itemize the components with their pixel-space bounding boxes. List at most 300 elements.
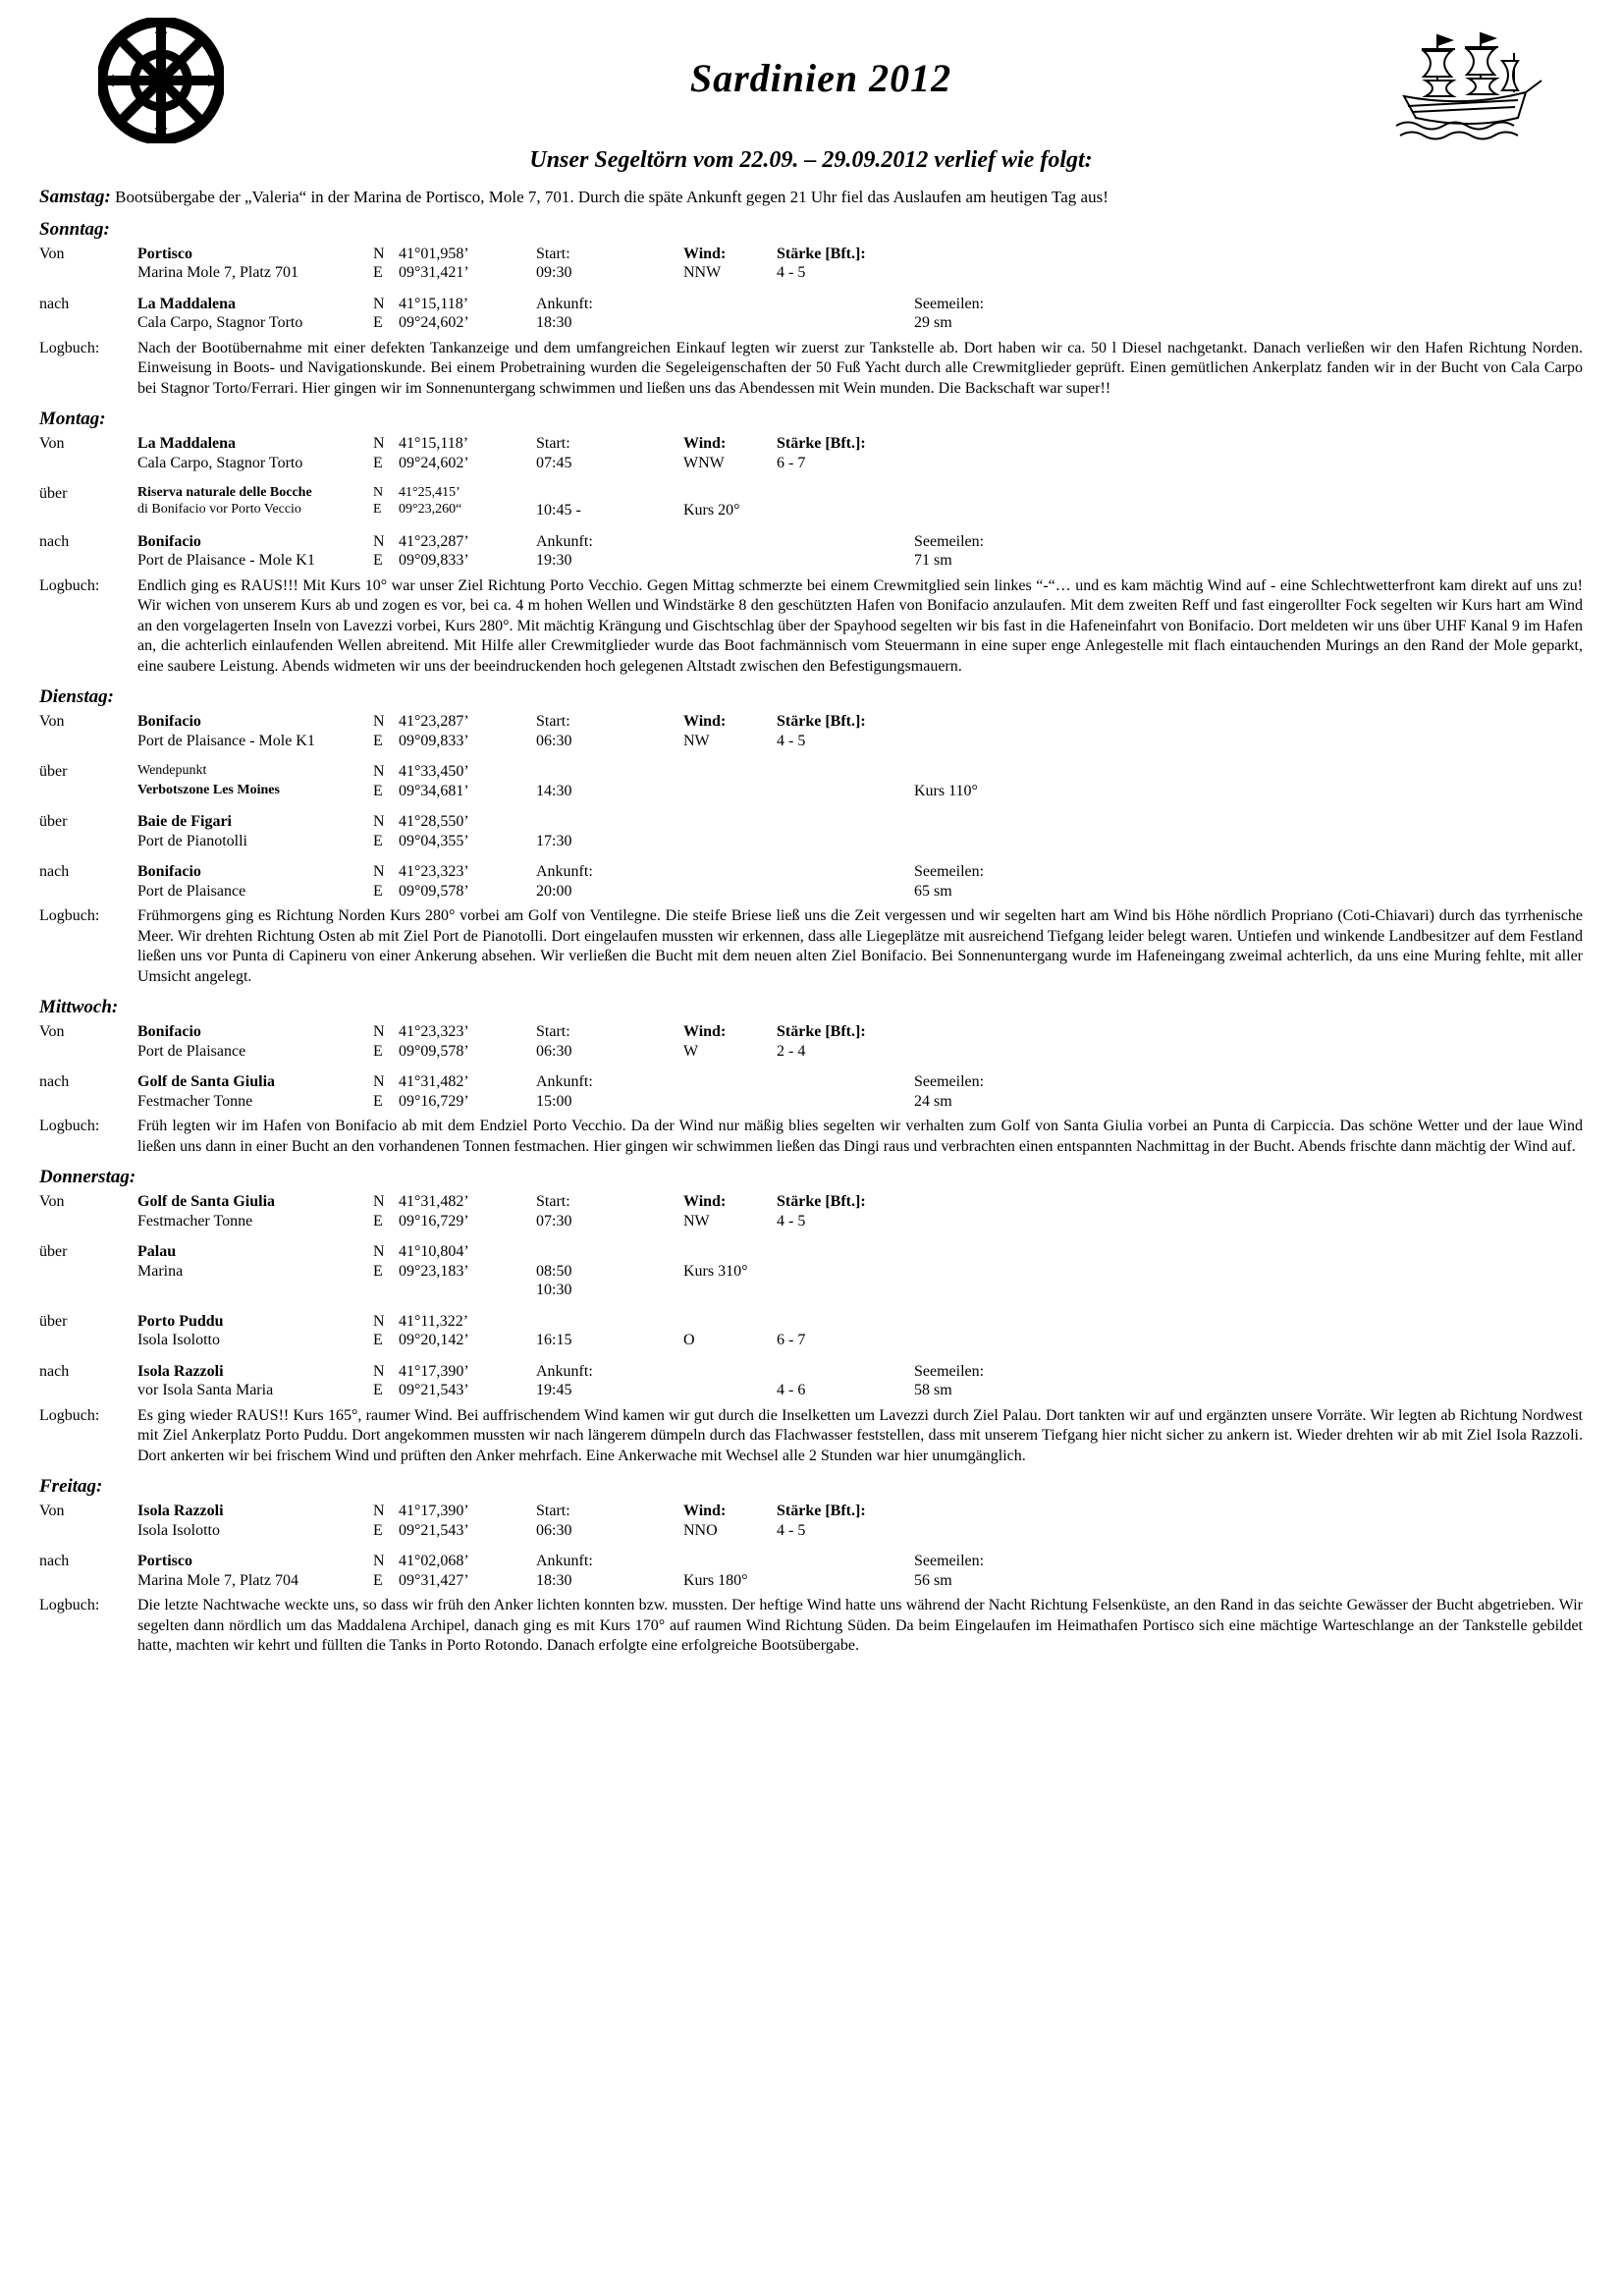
leg-wind-label bbox=[683, 1312, 777, 1332]
leg-latitude: 41°23,323’ bbox=[399, 1023, 469, 1041]
leg-time-value: 06:30 bbox=[536, 1042, 572, 1060]
leg-wind-label: Wind: bbox=[683, 245, 727, 262]
leg-place-secondary: Port de Plaisance bbox=[137, 1042, 246, 1060]
leg-latitude: 41°31,482’ bbox=[399, 1193, 469, 1211]
leg-row bbox=[39, 532, 1583, 552]
leg-longitude: 09°16,729’ bbox=[399, 1092, 469, 1110]
leg-role: Von bbox=[39, 1023, 65, 1041]
leg-lat-hemisphere: N bbox=[373, 485, 384, 501]
leg-lat-hemisphere: N bbox=[373, 863, 385, 881]
leg-place-secondary: Port de Plaisance bbox=[137, 882, 246, 900]
leg-wind-value bbox=[683, 882, 777, 902]
leg-wind-value: WNW bbox=[683, 454, 725, 471]
leg-wind-label: Wind: bbox=[683, 713, 727, 731]
leg-place-primary: Portisco bbox=[137, 245, 192, 262]
leg-wind-value: Kurs 20° bbox=[683, 502, 740, 519]
leg-lon-hemisphere: E bbox=[373, 1262, 383, 1280]
day-block bbox=[39, 1476, 1583, 1656]
leg-longitude: 09°09,578’ bbox=[399, 1042, 469, 1060]
leg-distance-value: Kurs 110° bbox=[914, 782, 978, 799]
leg-force-value bbox=[777, 882, 914, 902]
leg-table bbox=[39, 1022, 1583, 1111]
leg-longitude: 09°21,543’ bbox=[399, 1382, 469, 1399]
leg-role: über bbox=[39, 1243, 68, 1261]
leg-place-secondary: Port de Plaisance - Mole K1 bbox=[137, 732, 315, 749]
leg-row-secondary bbox=[39, 882, 1583, 902]
leg-place-secondary: Marina bbox=[137, 1262, 184, 1280]
logbook-label: Logbuch: bbox=[39, 1118, 100, 1135]
logbook-label: Logbuch: bbox=[39, 339, 100, 356]
leg-lon-hemisphere: E bbox=[373, 1521, 383, 1539]
logbook-text: Es ging wieder RAUS!! Kurs 165°, raumer Wind. Bei auffrischendem Wind kamen wir gut durch die Inselketten um Lavezzi durch Ziel Palau. Dort tankten wir auf und ergänzten unsere Vorräte. Wir legten ab Richtung Nordwest mit Ziel Ankerplatz Porto Puddu. Dort angekommen mussten wir nach längerem dümpeln durch das Flachwasser feststellen, dass mit unserem Tiefgang hier nicht sicher zu ankern ist. Wieder drehten wir ab mit Ziel Isola Razzoli. Dort ankerten wir bei frischem Wind und prüften den Anker mehrfach. Eine Ankerwache mit Wechsel alle 2 Stunden war hier unumgänglich. bbox=[137, 1406, 1583, 1464]
leg-distance-value bbox=[914, 1042, 1583, 1062]
logbook-entry bbox=[39, 339, 1583, 399]
leg-spacer bbox=[39, 283, 1583, 295]
leg-row bbox=[39, 484, 1583, 501]
leg-latitude: 41°15,118’ bbox=[399, 435, 469, 453]
leg-time-value: 09:30 bbox=[536, 264, 572, 282]
leg-time-label bbox=[536, 484, 683, 501]
leg-distance-value bbox=[914, 1521, 1583, 1541]
day-block bbox=[39, 997, 1583, 1157]
leg-lat-hemisphere: N bbox=[373, 532, 385, 550]
leg-distance-value: 58 sm bbox=[914, 1382, 952, 1399]
leg-time-label: Start: bbox=[536, 1023, 570, 1041]
leg-lat-hemisphere: N bbox=[373, 763, 385, 781]
leg-longitude: 09°34,681’ bbox=[399, 782, 469, 799]
day-block bbox=[39, 686, 1583, 987]
leg-time-value: 06:30 bbox=[536, 1521, 572, 1539]
day-heading: Sonntag: bbox=[39, 218, 110, 240]
leg-lat-hemisphere: N bbox=[373, 1362, 385, 1380]
ships-wheel-icon bbox=[39, 18, 295, 143]
logbook-entry bbox=[39, 576, 1583, 677]
leg-table bbox=[39, 712, 1583, 901]
leg-time-label bbox=[536, 1312, 683, 1332]
leg-wind-label bbox=[683, 484, 777, 501]
leg-distance-label bbox=[914, 484, 1583, 501]
leg-latitude: 41°02,068’ bbox=[399, 1553, 469, 1570]
leg-time-value: 17:30 bbox=[536, 832, 572, 849]
leg-place-primary: Bonifacio bbox=[137, 863, 201, 881]
leg-force-label bbox=[777, 1312, 914, 1332]
leg-distance-label: Seemeilen: bbox=[914, 1553, 985, 1570]
leg-distance-label: Seemeilen: bbox=[914, 295, 985, 312]
leg-force-label: Stärke [Bft.]: bbox=[777, 435, 866, 453]
leg-place-secondary: di Bonifacio vor Porto Veccio bbox=[137, 502, 301, 518]
document-subtitle: Unser Segeltörn vom 22.09. – 29.09.2012 verlief wie folgt: bbox=[529, 147, 1093, 173]
leg-place-primary: Riserva naturale delle Bocche bbox=[137, 485, 312, 501]
leg-wind-value bbox=[683, 1092, 777, 1112]
leg-distance-value bbox=[914, 732, 1583, 751]
day-heading: Mittwoch: bbox=[39, 997, 119, 1018]
leg-distance-label: Seemeilen: bbox=[914, 863, 985, 881]
leg-time-label bbox=[536, 762, 683, 782]
leg-row-secondary bbox=[39, 1092, 1583, 1112]
leg-wind-value: NW bbox=[683, 1212, 710, 1230]
leg-time-label: Start: bbox=[536, 245, 570, 262]
leg-distance-value: 56 sm bbox=[914, 1571, 952, 1589]
leg-distance-value bbox=[914, 263, 1583, 283]
leg-row-secondary bbox=[39, 1331, 1583, 1350]
leg-force-label bbox=[777, 812, 914, 832]
leg-lon-hemisphere: E bbox=[373, 1042, 383, 1060]
leg-time-label: Ankunft: bbox=[536, 1073, 593, 1091]
leg-role: Von bbox=[39, 435, 65, 453]
leg-role: nach bbox=[39, 1553, 70, 1570]
leg-lon-hemisphere: E bbox=[373, 264, 383, 282]
leg-time-value: 18:30 bbox=[536, 314, 572, 332]
leg-distance-value bbox=[914, 501, 1583, 520]
leg-role: über bbox=[39, 1312, 68, 1330]
leg-row bbox=[39, 1502, 1583, 1521]
leg-time-value: 10:45 - bbox=[536, 502, 581, 519]
leg-force-label bbox=[777, 1242, 914, 1262]
leg-longitude: 09°16,729’ bbox=[399, 1212, 469, 1230]
leg-time-label: Ankunft: bbox=[536, 532, 593, 550]
leg-longitude: 09°23,260“ bbox=[399, 502, 462, 518]
leg-role: Von bbox=[39, 245, 65, 262]
leg-row bbox=[39, 1312, 1583, 1332]
leg-lon-hemisphere: E bbox=[373, 832, 383, 849]
leg-latitude: 41°28,550’ bbox=[399, 813, 469, 831]
leg-time-value: 18:30 bbox=[536, 1571, 572, 1589]
leg-lat-hemisphere: N bbox=[373, 295, 385, 312]
leg-distance-label bbox=[914, 1242, 1583, 1262]
leg-time-value: 19:30 bbox=[536, 552, 572, 570]
leg-lat-hemisphere: N bbox=[373, 1073, 385, 1091]
leg-latitude: 41°23,287’ bbox=[399, 532, 469, 550]
leg-table bbox=[39, 1192, 1583, 1400]
logbook-label: Logbuch: bbox=[39, 1406, 100, 1424]
logbook-text: Früh legten wir im Hafen von Bonifacio ab mit dem Endziel Porto Vecchio. Da der Wind nur mäßig blies segelten wir verhalten zum Golf von Santa Giulia vorbei an Punta di Carpiccia. Das schöne Wetter und der laue Wind ließen uns dann in einer Bucht an den vorhandenen Tonnen festmachen. Hier gingen wir schwimmen ließen das Dingi raus und verbrachten einen entspannten Nachmittag in der Bucht. Abends frischte dann mächtig der Wind auf. bbox=[137, 1118, 1583, 1155]
leg-time-value: 06:30 bbox=[536, 732, 572, 749]
leg-place-primary: Baie de Figari bbox=[137, 813, 232, 831]
leg-force-value: 4 - 5 bbox=[777, 1212, 806, 1230]
leg-longitude: 09°04,355’ bbox=[399, 832, 469, 849]
leg-role: nach bbox=[39, 863, 70, 881]
leg-row-secondary bbox=[39, 1262, 1583, 1282]
leg-place-primary: Golf de Santa Giulia bbox=[137, 1193, 276, 1211]
day-heading: Dienstag: bbox=[39, 686, 114, 708]
leg-wind-label: Wind: bbox=[683, 1023, 727, 1041]
leg-longitude: 09°20,142’ bbox=[399, 1332, 469, 1349]
leg-longitude: 09°31,421’ bbox=[399, 264, 469, 282]
leg-wind-label bbox=[683, 1362, 777, 1382]
logbook-label: Logbuch: bbox=[39, 907, 100, 925]
leg-wind-label: Wind: bbox=[683, 1193, 727, 1211]
leg-distance-value: 71 sm bbox=[914, 552, 952, 570]
leg-wind-label bbox=[683, 862, 777, 882]
leg-row-secondary bbox=[39, 732, 1583, 751]
leg-place-primary: Palau bbox=[137, 1243, 177, 1261]
leg-force-value bbox=[777, 832, 914, 851]
leg-row bbox=[39, 812, 1583, 832]
leg-row bbox=[39, 1022, 1583, 1042]
leg-force-value bbox=[777, 1571, 914, 1591]
leg-place-secondary: Isola Isolotto bbox=[137, 1521, 220, 1539]
leg-force-value bbox=[777, 501, 914, 520]
leg-spacer bbox=[39, 850, 1583, 862]
leg-row bbox=[39, 434, 1583, 454]
leg-lon-hemisphere: E bbox=[373, 502, 382, 518]
leg-distance-label bbox=[914, 762, 1583, 782]
leg-place-primary: Portisco bbox=[137, 1553, 192, 1570]
leg-force-label bbox=[777, 1552, 914, 1571]
leg-wind-label: Wind: bbox=[683, 1503, 727, 1520]
leg-wind-value bbox=[683, 313, 777, 333]
leg-force-value: 4 - 5 bbox=[777, 1521, 806, 1539]
leg-row-secondary bbox=[39, 782, 1583, 801]
leg-place-primary: Wendepunkt bbox=[137, 763, 207, 779]
leg-distance-value bbox=[914, 1331, 1583, 1350]
leg-spacer bbox=[39, 1230, 1583, 1242]
leg-longitude: 09°09,833’ bbox=[399, 732, 469, 749]
leg-row-secondary bbox=[39, 551, 1583, 571]
leg-distance-label: Seemeilen: bbox=[914, 1362, 985, 1380]
leg-lat-hemisphere: N bbox=[373, 1243, 385, 1261]
leg-table bbox=[39, 245, 1583, 333]
leg-force-value: 6 - 7 bbox=[777, 454, 806, 471]
leg-distance-label bbox=[914, 434, 1583, 454]
leg-force-label bbox=[777, 762, 914, 782]
leg-wind-value bbox=[683, 782, 777, 801]
leg-spacer bbox=[39, 750, 1583, 762]
leg-row-secondary bbox=[39, 1042, 1583, 1062]
day-heading: Donnerstag: bbox=[39, 1167, 136, 1188]
leg-spacer bbox=[39, 800, 1583, 812]
leg-force-label: Stärke [Bft.]: bbox=[777, 713, 866, 731]
leg-role: nach bbox=[39, 532, 70, 550]
day-block bbox=[39, 219, 1583, 399]
logbook-label: Logbuch: bbox=[39, 1597, 100, 1614]
leg-row-secondary bbox=[39, 832, 1583, 851]
leg-table bbox=[39, 434, 1583, 571]
leg-lat-hemisphere: N bbox=[373, 1503, 385, 1520]
leg-time-value: 15:00 bbox=[536, 1092, 572, 1110]
leg-table bbox=[39, 1502, 1583, 1590]
leg-row-secondary bbox=[39, 501, 1583, 520]
leg-distance-value bbox=[914, 1262, 1583, 1282]
leg-place-secondary: Cala Carpo, Stagnor Torto bbox=[137, 454, 303, 471]
leg-wind-value: NNO bbox=[683, 1521, 718, 1539]
leg-wind-label bbox=[683, 1242, 777, 1262]
leg-time-label: Ankunft: bbox=[536, 1362, 593, 1380]
leg-distance-label bbox=[914, 1022, 1583, 1042]
leg-lat-hemisphere: N bbox=[373, 1193, 385, 1211]
leg-place-primary: Golf de Santa Giulia bbox=[137, 1073, 276, 1091]
leg-longitude: 09°21,543’ bbox=[399, 1521, 469, 1539]
logbook-label: Logbuch: bbox=[39, 576, 100, 594]
leg-lat-hemisphere: N bbox=[373, 435, 385, 453]
leg-time-value: 20:00 bbox=[536, 882, 572, 900]
leg-time-value: 16:15 bbox=[536, 1332, 572, 1349]
day-block bbox=[39, 1167, 1583, 1466]
logbook-entry bbox=[39, 1406, 1583, 1466]
leg-spacer bbox=[39, 1300, 1583, 1312]
leg-longitude: 09°23,183’ bbox=[399, 1262, 469, 1280]
leg-place-secondary: Cala Carpo, Stagnor Torto bbox=[137, 314, 303, 332]
leg-latitude: 41°23,323’ bbox=[399, 863, 469, 881]
leg-wind-label bbox=[683, 1552, 777, 1571]
leg-time-label bbox=[536, 1242, 683, 1262]
leg-time-label: Start: bbox=[536, 1193, 570, 1211]
leg-role: nach bbox=[39, 1073, 70, 1091]
leg-wind-label bbox=[683, 295, 777, 314]
leg-force-label bbox=[777, 532, 914, 552]
leg-time-value: 14:30 bbox=[536, 782, 572, 799]
logbook-text: Frühmorgens ging es Richtung Norden Kurs 280° vorbei am Golf von Ventilegne. Die steife Briese ließ uns die Zeit vergessen und wir segelten hart am Wind bis Höhe nördlich Propriano (Coti-Chiavari) durch das tyrrhenische Meer. Wir drehten Richtung Osten ab mit Ziel Port de Pianotolli. Dort eingelaufen mussten wir erkennen, dass alle Liegeplätze mit ausreichend Tiefgang leider belegt waren. Untiefen und winkende Landbesitzer auf dem Festland ließen uns vor Punta di Capineru von einer Ankerung absehen. Wir verließen die Bucht mit dem neuen alten Ziel Bonifacio. Bei Sonnenuntergang wurde im Hafeneingang zweimal achterlich, da uns eine Muring fehlte, mit aller Umsicht angelegt. bbox=[137, 907, 1583, 985]
leg-force-label bbox=[777, 862, 914, 882]
leg-place-secondary: Port de Plaisance - Mole K1 bbox=[137, 552, 315, 570]
logbook-entry bbox=[39, 906, 1583, 987]
leg-distance-value: 29 sm bbox=[914, 314, 952, 332]
page-title: Sardinien 2012 bbox=[689, 56, 952, 100]
leg-time-label: Ankunft: bbox=[536, 295, 593, 312]
leg-role: über bbox=[39, 485, 68, 503]
leg-force-label bbox=[777, 1072, 914, 1092]
leg-role: Von bbox=[39, 1193, 65, 1211]
leg-wind-value bbox=[683, 1381, 777, 1400]
leg-place-secondary: vor Isola Santa Maria bbox=[137, 1382, 274, 1399]
leg-row bbox=[39, 1242, 1583, 1262]
leg-spacer bbox=[39, 472, 1583, 484]
leg-place-secondary: Marina Mole 7, Platz 701 bbox=[137, 264, 298, 282]
leg-longitude: 09°24,602’ bbox=[399, 314, 469, 332]
leg-distance-value: 24 sm bbox=[914, 1092, 952, 1110]
leg-wind-label bbox=[683, 812, 777, 832]
leg-force-value bbox=[777, 1262, 914, 1282]
leg-spacer bbox=[39, 1061, 1583, 1072]
leg-force-value bbox=[777, 313, 914, 333]
leg-row-secondary bbox=[39, 313, 1583, 333]
samstag-day-label: Samstag: bbox=[39, 187, 111, 207]
leg-place-primary: Bonifacio bbox=[137, 532, 201, 550]
leg-lon-hemisphere: E bbox=[373, 552, 383, 570]
leg-spacer bbox=[39, 1350, 1583, 1362]
leg-latitude: 41°23,287’ bbox=[399, 713, 469, 731]
leg-place-secondary: Marina Mole 7, Platz 704 bbox=[137, 1571, 298, 1589]
logbook-entry bbox=[39, 1596, 1583, 1656]
leg-wind-label bbox=[683, 762, 777, 782]
logbook-entry bbox=[39, 1117, 1583, 1157]
leg-place-primary: Porto Puddu bbox=[137, 1312, 224, 1330]
leg-row bbox=[39, 245, 1583, 264]
leg-row bbox=[39, 712, 1583, 732]
leg-wind-label bbox=[683, 1072, 777, 1092]
leg-row bbox=[39, 1552, 1583, 1571]
leg-place-secondary: Verbotszone Les Moines bbox=[137, 782, 280, 797]
leg-row-extra-time bbox=[39, 1281, 1583, 1300]
leg-distance-value bbox=[914, 454, 1583, 473]
leg-place-primary: Isola Razzoli bbox=[137, 1362, 224, 1380]
leg-place-primary: Bonifacio bbox=[137, 713, 201, 731]
leg-row-secondary bbox=[39, 1571, 1583, 1591]
leg-lat-hemisphere: N bbox=[373, 1312, 385, 1330]
leg-distance-value bbox=[914, 832, 1583, 851]
leg-place-secondary: Port de Pianotolli bbox=[137, 832, 247, 849]
logbook-text: Endlich ging es RAUS!!! Mit Kurs 10° war unser Ziel Richtung Porto Vecchio. Gegen Mittag schmerzte bei einem Crewmitglied sein linkes “-“… und es kam mächtig Wind auf - eine Schlechtwetterfront kam direkt auf uns zu! Wir wichen von unserem Kurs ab und zogen es vor, bei ca. 4 m hohen Wellen und Windstärke 8 den geschützten Hafen von Bonifacio anzulaufen. Mit dem zweiten Reff und fast eingerollter Fock segelten wir Kurs hart am Wind an den vorgelagerten Inseln von Lavezzi vorbei, Kurs 280°. Mit mächtig Krängung und Gischtschlag über der Spayhood segelten wir bis fast in die Hafeneinfahrt von Bonifacio. Dort meldeten wir uns über UHF Kanal 9 im Hafen an, die achterlich einlaufenden Wellen abreitend. Mit Hilfe aller Crewmitglieder wurde das Boot fachmännisch vom Steuermann in eine super enge Anlegestelle mit flach eintauchenden Murings an den Rand der Mole geparkt, eine saubere Leistung. Abends widmeten wir uns der beeindruckenden hoch gelegenen Altstadt zwischen den Befestigungsmauern. bbox=[137, 576, 1583, 675]
leg-lat-hemisphere: N bbox=[373, 713, 385, 731]
leg-wind-value: NW bbox=[683, 732, 710, 749]
leg-distance-label bbox=[914, 812, 1583, 832]
leg-time-label: Ankunft: bbox=[536, 863, 593, 881]
leg-wind-value: NNW bbox=[683, 264, 722, 282]
leg-longitude: 09°09,833’ bbox=[399, 552, 469, 570]
leg-row bbox=[39, 1072, 1583, 1092]
leg-force-label: Stärke [Bft.]: bbox=[777, 245, 866, 262]
leg-time-value: 19:45 bbox=[536, 1382, 572, 1399]
leg-longitude: 09°09,578’ bbox=[399, 882, 469, 900]
leg-force-value bbox=[777, 551, 914, 571]
leg-row-secondary bbox=[39, 1381, 1583, 1400]
leg-force-value: 6 - 7 bbox=[777, 1332, 806, 1349]
samstag-text: Bootsübergabe der „Valeria“ in der Marina de Portisco, Mole 7, 701. Durch die späte Ankunft gegen 21 Uhr fiel das Auslaufen am heutigen Tag aus! bbox=[115, 188, 1108, 206]
leg-force-value bbox=[777, 1092, 914, 1112]
leg-lon-hemisphere: E bbox=[373, 1092, 383, 1110]
leg-lon-hemisphere: E bbox=[373, 454, 383, 471]
leg-force-value: 4 - 5 bbox=[777, 732, 806, 749]
leg-spacer bbox=[39, 1540, 1583, 1552]
leg-force-label bbox=[777, 484, 914, 501]
leg-force-value bbox=[777, 782, 914, 801]
leg-wind-value: Kurs 310° bbox=[683, 1262, 748, 1280]
leg-lon-hemisphere: E bbox=[373, 1571, 383, 1589]
leg-lon-hemisphere: E bbox=[373, 1332, 383, 1349]
leg-latitude: 41°33,450’ bbox=[399, 763, 469, 781]
day-heading: Freitag: bbox=[39, 1476, 103, 1498]
leg-distance-value bbox=[914, 1212, 1583, 1231]
leg-lon-hemisphere: E bbox=[373, 1212, 383, 1230]
leg-lon-hemisphere: E bbox=[373, 1382, 383, 1399]
leg-distance-label bbox=[914, 245, 1583, 264]
leg-role: nach bbox=[39, 295, 70, 312]
document-header bbox=[39, 18, 1583, 145]
leg-distance-label bbox=[914, 712, 1583, 732]
leg-force-value: 2 - 4 bbox=[777, 1042, 806, 1060]
leg-wind-label: Wind: bbox=[683, 435, 727, 453]
leg-time-label: Ankunft: bbox=[536, 1553, 593, 1570]
leg-role: über bbox=[39, 763, 68, 781]
logbook-text: Nach der Bootübernahme mit einer defekten Tankanzeige und dem umfangreichen Einkauf legten wir zuerst zur Tankstelle ab. Dort haben wir ca. 50 l Diesel nachgetankt. Danach verließen wir den Hafen Richtung Norden. Einweisung in Boots- und Navigationskunde. Bei einem Probetraining wurden die Segeleigenschaften der 50 Fuß Yacht durch alle Crewmitglieder geprüft. Einen gemütlichen Ankerplatz fanden wir in der Bucht von Cala Carpo bei Stagnor Torto/Ferrari. Hier gingen wir im Sonnenuntergang schwimmen und ließen uns das Abendessen mit Wein munden. Die Backschaft war super!! bbox=[137, 339, 1583, 397]
leg-distance-label bbox=[914, 1502, 1583, 1521]
leg-time-label: Start: bbox=[536, 713, 570, 731]
leg-row-secondary bbox=[39, 263, 1583, 283]
leg-time-label: Start: bbox=[536, 435, 570, 453]
leg-row bbox=[39, 762, 1583, 782]
leg-force-label: Stärke [Bft.]: bbox=[777, 1503, 866, 1520]
leg-place-primary: La Maddalena bbox=[137, 435, 237, 453]
leg-wind-value: O bbox=[683, 1332, 695, 1349]
leg-latitude: 41°15,118’ bbox=[399, 295, 469, 312]
day-block bbox=[39, 409, 1583, 677]
leg-lat-hemisphere: N bbox=[373, 813, 385, 831]
leg-time-label bbox=[536, 812, 683, 832]
leg-distance-label: Seemeilen: bbox=[914, 1073, 985, 1091]
leg-wind-value bbox=[683, 551, 777, 571]
leg-force-value: 4 - 6 bbox=[777, 1382, 806, 1399]
leg-row bbox=[39, 1192, 1583, 1212]
leg-force-label bbox=[777, 295, 914, 314]
leg-lon-hemisphere: E bbox=[373, 782, 383, 799]
leg-time-value-2: 10:30 bbox=[536, 1282, 572, 1299]
leg-lat-hemisphere: N bbox=[373, 1023, 385, 1041]
leg-spacer bbox=[39, 520, 1583, 532]
leg-wind-value bbox=[683, 832, 777, 851]
leg-row-secondary bbox=[39, 1521, 1583, 1541]
leg-latitude: 41°25,415’ bbox=[399, 485, 460, 501]
leg-distance-label bbox=[914, 1312, 1583, 1332]
